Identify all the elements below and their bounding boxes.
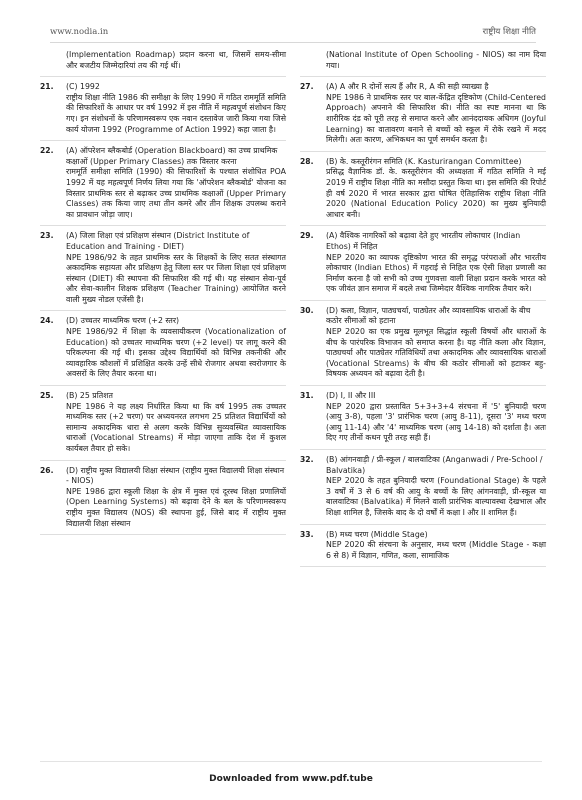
answer-explanation: (National Institute of Open Schooling - NIOS) का नाम दिया गया। bbox=[326, 50, 546, 70]
answer-entry bbox=[300, 152, 546, 227]
answer-entry bbox=[300, 386, 546, 450]
answer-option: (D) राष्ट्रीय मुक्त विद्यालयी शिक्षा संस्थान (राष्ट्रीय मुक्त विद्यालयी शिक्षा संस्थान - NIOS) bbox=[66, 465, 285, 486]
answer-option: (A) जिला शिक्षा एवं प्रशिक्षण संस्थान (District Institute of Education and Training - DIET) bbox=[66, 231, 250, 251]
question-number: 29. bbox=[300, 231, 314, 241]
question-number: 31. bbox=[300, 391, 314, 401]
question-number: 22. bbox=[40, 146, 54, 156]
answer-entry bbox=[300, 301, 546, 386]
answer-option: (D) I, II और III bbox=[326, 391, 376, 401]
answer-entry bbox=[40, 461, 286, 536]
answer-option: (B) के. कस्तूरीरंगन समिति (K. Kasturirangan Committee) bbox=[326, 156, 522, 166]
question-number: 26. bbox=[40, 465, 54, 475]
answer-entry-continued bbox=[40, 50, 286, 77]
answer-option: (A) ऑपरेशन ब्लैकबोर्ड (Operation Blackboard) का उच्च प्राथमिक कक्षाओं (Upper Primary Classes) तक विस्तार करना bbox=[66, 146, 278, 166]
left-column bbox=[40, 50, 286, 535]
question-number: 25. bbox=[40, 391, 54, 401]
answer-option: (B) मध्य चरण (Middle Stage) bbox=[326, 529, 428, 539]
answer-option: (B) 25 प्रतिशत bbox=[66, 391, 113, 401]
question-number: 27. bbox=[300, 82, 314, 92]
site-url[interactable]: www.nodia.in bbox=[50, 27, 109, 37]
question-number: 32. bbox=[300, 455, 314, 464]
answer-option: (A) वैश्विक नागरिकों को बढ़ावा देते हुए भारतीय लोकाचार (Indian Ethos) में निहित bbox=[326, 231, 521, 251]
answer-explanation: राममूर्ति समीक्षा समिति (1990) की सिफारिशों के पश्चात संशोधित POA 1992 में यह महत्वपूर्ण निर्णय लिया गया कि 'ऑपरेशन ब्लैकबोर्ड' योजना का विस्तार प्राथमिक स्तर से बढ़ाकर उच्च प्राथमिक कक्षाओं (Upper Primary Classes) तक किया जाए तथा तीन कमरे और तीन शिक्षक उपलब्ध कराने का प्रावधान जोड़ा जाए। bbox=[66, 167, 286, 219]
question-number: 33. bbox=[300, 529, 314, 539]
answer-explanation: राष्ट्रीय शिक्षा नीति 1986 की समीक्षा के लिए 1990 में गठित राममूर्ति समिति की सिफारिशों के आधार पर वर्ष 1992 में इस नीति में महत्वपूर्ण संशोधन किए गए। इन संशोधनों के परिणामस्वरूप एक नवान दस्तावेज जारी किया गया जिसे कार्य योजना 1992 (Programme of Action 1992) कहा जाता है। bbox=[66, 92, 286, 134]
answer-entry bbox=[40, 77, 286, 141]
answer-entry bbox=[300, 450, 546, 525]
footer-download-text: Downloaded from www.pdf.tube bbox=[209, 774, 373, 784]
question-number: 28. bbox=[300, 156, 314, 166]
answer-explanation: प्रसिद्ध वैज्ञानिक डॉ. के. कस्तूरीरंगन की अध्यक्षता में गठित समिति ने मई 2019 में राष्ट्रीय शिक्षा नीति का मसौदा प्रस्तुत किया था। इस समिति की रिपोर्ट ही वर्ष 2020 में भारत सरकार द्वारा घोषित ऐतिहासिक राष्ट्रीय शिक्षा नीति 2020 (National Education Policy 2020) का मुख्य बुनियादी आधार बनी। bbox=[326, 167, 546, 219]
right-column bbox=[300, 50, 546, 567]
answer-entry bbox=[40, 311, 286, 386]
answer-explanation: NEP 2020 द्वारा प्रस्तावित 5+3+3+4 संरचना में '5' बुनियादी चरण (आयु 3-8), पहला '3' प्रारंभिक चरण (आयु 8-11), दूसरा '3' मध्य चरण (आयु 11-14) और '4' माध्यमिक चरण (आयु 14-18) को दर्शाता है। अतः दिए गए तीनों कथन पूरी तरह सही हैं। bbox=[326, 401, 546, 443]
answer-entry-continued bbox=[300, 50, 546, 77]
answer-explanation: NEP 2020 का एक प्रमुख मूलभूत सिद्धांत स्कूली विषयों और धाराओं के बीच के पारंपरिक विभाजन को समाप्त करना है। यह नीति कला और विज्ञान, पाठ्यचर्या और पाठ्येतर गतिविधियों तथा अकादमिक और व्यावसायिक धाराओं (Vocational Streams) के बीच की कठोर सीमाओं को हटाकर बहु-विषयक अध्ययन को बढ़ावा देती है। bbox=[326, 327, 546, 379]
page-header-title: राष्ट्रीय शिक्षा नीति bbox=[482, 27, 536, 37]
answer-explanation: NEP 2020 के तहत बुनियादी चरण (Foundational Stage) के पहले 3 वर्षों में 3 से 6 वर्ष की आयु के बच्चों के लिए आंगनवाड़ी, प्री-स्कूल या बालवाटिका (Balvatika) में मिलने वाली प्रारंभिक बाल्यावस्था देखभाल और शिक्षा शामिल है, जिसके बाद के दो वर्षों में कक्षा I और II शामिल हैं। bbox=[326, 476, 546, 517]
answer-entry bbox=[40, 226, 286, 311]
answer-option: (A) A और R दोनों सत्य हैं और R, A की सही व्याख्या है bbox=[326, 82, 489, 92]
answer-entry bbox=[40, 386, 286, 461]
footer-divider bbox=[40, 761, 542, 762]
answer-option: (B) आंगनवाड़ी / प्री-स्कूल / बालवाटिका (Anganwadi / Pre-School / Balvatika) bbox=[326, 455, 543, 475]
question-number: 30. bbox=[300, 305, 314, 315]
answer-explanation: (Implementation Roadmap) प्रदान करना था, जिसमें समय-सीमा और बजटीय जिम्मेदारियां तय की गई थीं। bbox=[66, 50, 286, 70]
answer-entry bbox=[300, 226, 546, 301]
answer-explanation: NEP 2020 का व्यापक दृष्टिकोण भारत की समृद्ध परंपराओं और भारतीय लोकाचार (Indian Ethos) में गहराई से निहित एक ऐसी शिक्षा प्रणाली का निर्माण करना है जो सभी को उच्च गुणवत्ता वाली शिक्षा प्रदान करके भारत को एक जीवंत ज्ञान समाज में बदले तथा जिम्मेदार वैश्विक नागरिक तैयार करे। bbox=[326, 252, 546, 294]
answer-explanation: NPE 1986/92 में शिक्षा के व्यवसायीकरण (Vocationalization of Education) को उच्चतर माध्यमिक चरण (+2 level) पर लागू करने की परिकल्पना की गई थी। इसका उद्देश्य विद्यार्थियों को विभिन्न तकनीकी और व्यावहारिक कौशलों में प्रशिक्षित करके उन्हें सीधे रोजगार अथवा स्वरोजगार के अवसरों के लिए तैयार करना था। bbox=[66, 327, 286, 379]
answer-option: (D) कला, विज्ञान, पाठ्यचर्या, पाठ्येतर और व्यावसायिक धाराओं के बीच कठोर सीमाओं को हटाना bbox=[326, 305, 531, 326]
answer-entry bbox=[40, 141, 286, 226]
answer-option: (D) उच्चतर माध्यमिक चरण (+2 स्तर) bbox=[66, 316, 180, 326]
answer-entry bbox=[300, 525, 546, 568]
answer-explanation: NPE 1986 द्वारा स्कूली शिक्षा के क्षेत्र में मुक्त एवं दूरस्थ शिक्षा प्रणालियों (Open Learning Systems) को बढ़ावा देने के बल के परिणामस्वरूप राष्ट्रीय मुक्त विद्यालय (NOS) की स्थापना हुई, जिसे बाद में राष्ट्रीय मुक्त विद्यालयी शिक्षा संस्थान bbox=[66, 486, 286, 528]
answer-entry bbox=[300, 77, 546, 152]
question-number: 21. bbox=[40, 82, 54, 92]
answer-explanation: NPE 1986 ने प्राथमिक स्तर पर बाल-केंद्रित दृष्टिकोण (Child-Centered Approach) अपनाने की सिफारिश की। नीति का स्पष्ट मानना था कि शारीरिक दंड को पूरी तरह से समाप्त करने और आनंददायक अधिगम (Joyful Learning) का वातावरण बनाने से बच्चों को स्कूल में रोके रखने में मदद मिलेगी। अतः कारण, अभिकथन का पूर्ण समर्थन करता है। bbox=[326, 92, 546, 145]
page-header bbox=[50, 22, 536, 43]
answer-option: (C) 1992 bbox=[66, 82, 100, 92]
question-number: 24. bbox=[40, 316, 54, 326]
question-number: 23. bbox=[40, 231, 54, 241]
answer-explanation: NPE 1986/92 के तहत प्राथमिक स्तर के शिक्षकों के लिए सतत संस्थागत अकादमिक सहायता और प्रशिक्षण हेतु जिला स्तर पर जिला शिक्षा एवं प्रशिक्षण संस्थान (DIET) की स्थापना की सिफारिश की गई थी। यह संस्थान सेवा-पूर्व और सेवा-कालीन शिक्षक प्रशिक्षण (Teacher Training) आयोजित करने वाली मुख्य नोडल एजेंसी है। bbox=[66, 252, 286, 304]
answer-explanation: NPE 1986 ने यह लक्ष्य निर्धारित किया था कि वर्ष 1995 तक उच्चतर माध्यमिक स्तर (+2 चरण) पर अध्ययनरत लगभग 25 प्रतिशत विद्यार्थियों को सामान्य अकादमिक धारा से अलग करके विभिन्न सुव्यवस्थित व्यावसायिक धाराओं (Vocational Streams) में मोड़ा जाएगा ताकि देश में कुशल कार्यबल तैयार हो सके। bbox=[66, 401, 286, 453]
answer-explanation: NEP 2020 की संरचना के अनुसार, मध्य चरण (Middle Stage - कक्षा 6 से 8) में विज्ञान, गणित, कला, सामाजिक bbox=[326, 540, 546, 560]
